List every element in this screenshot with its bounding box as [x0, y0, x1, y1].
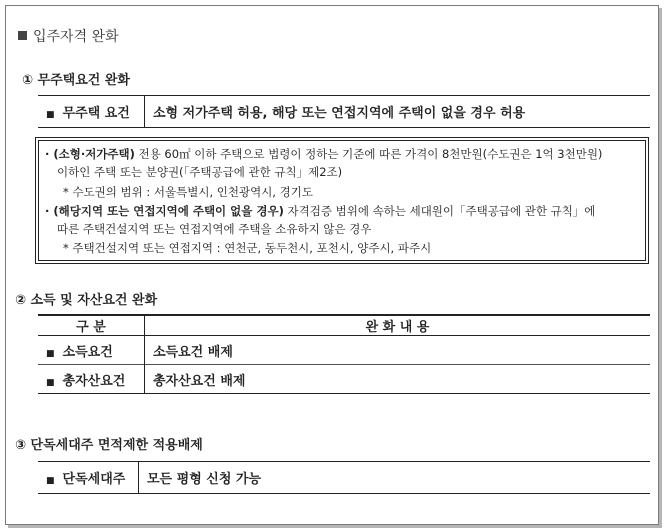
table-row: [38, 462, 650, 494]
page-heading: 입주자격 완화: [18, 26, 119, 46]
note-line-2: 이하인 주택 또는 분양권(「주택공급에 관한 규칙」제2조): [57, 165, 343, 179]
square-bullet-icon: ■: [46, 110, 55, 120]
section-title-3: ③ 단독세대주 면적제한 적용배제: [15, 438, 203, 453]
note-line-6: * 주택건설지역 또는 연접지역 : 연천군, 동두천시, 포천시, 양주시, 파주시: [63, 241, 432, 255]
income-asset-table: [38, 314, 650, 394]
square-bullet-icon: ■: [46, 348, 55, 359]
header-col-category: 구 분: [38, 315, 145, 336]
square-bullet-icon: ■: [46, 476, 55, 486]
square-bullet-icon: [18, 31, 27, 40]
row-value: 모든 평형 신청 가능: [147, 472, 262, 487]
table-row: [38, 365, 650, 394]
row-label: ■ 무주택 요건: [38, 96, 145, 128]
table-row: [38, 336, 650, 365]
header-col-content: 완 화 내 용: [145, 315, 651, 336]
note-line-5: 따른 주택건설지역 또는 연접지역에 주택을 소유하지 않은 경우: [57, 222, 372, 236]
row-value: 소형 저가주택 허용, 해당 또는 연접지역에 주택이 없을 경우 허용: [153, 106, 526, 121]
table-header-row: [38, 315, 650, 336]
note-line-4: · (해당지역 또는 연접지역에 주택이 없을 경우) 자격검증 범위에 속하는 세대원이「주택공급에 관한 규칙」에: [45, 204, 596, 218]
row-value: 총자산요건 배제: [145, 365, 651, 394]
table-row: [38, 96, 650, 128]
section-title-1: ① 무주택요건 완화: [22, 73, 130, 88]
no-house-table: [38, 95, 650, 128]
row-label: ■ 소득요건: [38, 336, 145, 365]
note-box: [38, 140, 646, 261]
single-household-table: [38, 461, 650, 494]
row-label: ■ 총자산요건: [38, 365, 145, 394]
row-value: 소득요건 배제: [145, 336, 651, 365]
row-label: ■ 단독세대주: [38, 462, 139, 494]
square-bullet-icon: ■: [46, 377, 55, 388]
section-title-2: ② 소득 및 자산요건 완화: [15, 293, 158, 308]
note-line-1: · (소형·저가주택) 전용 60㎡ 이하 주택으로 법령이 정하는 기준에 따른 가격이 8천만원(수도권은 1억 3천만원): [45, 147, 603, 161]
note-line-3: * 수도권의 범위 : 서울특별시, 인천광역시, 경기도: [63, 185, 313, 199]
